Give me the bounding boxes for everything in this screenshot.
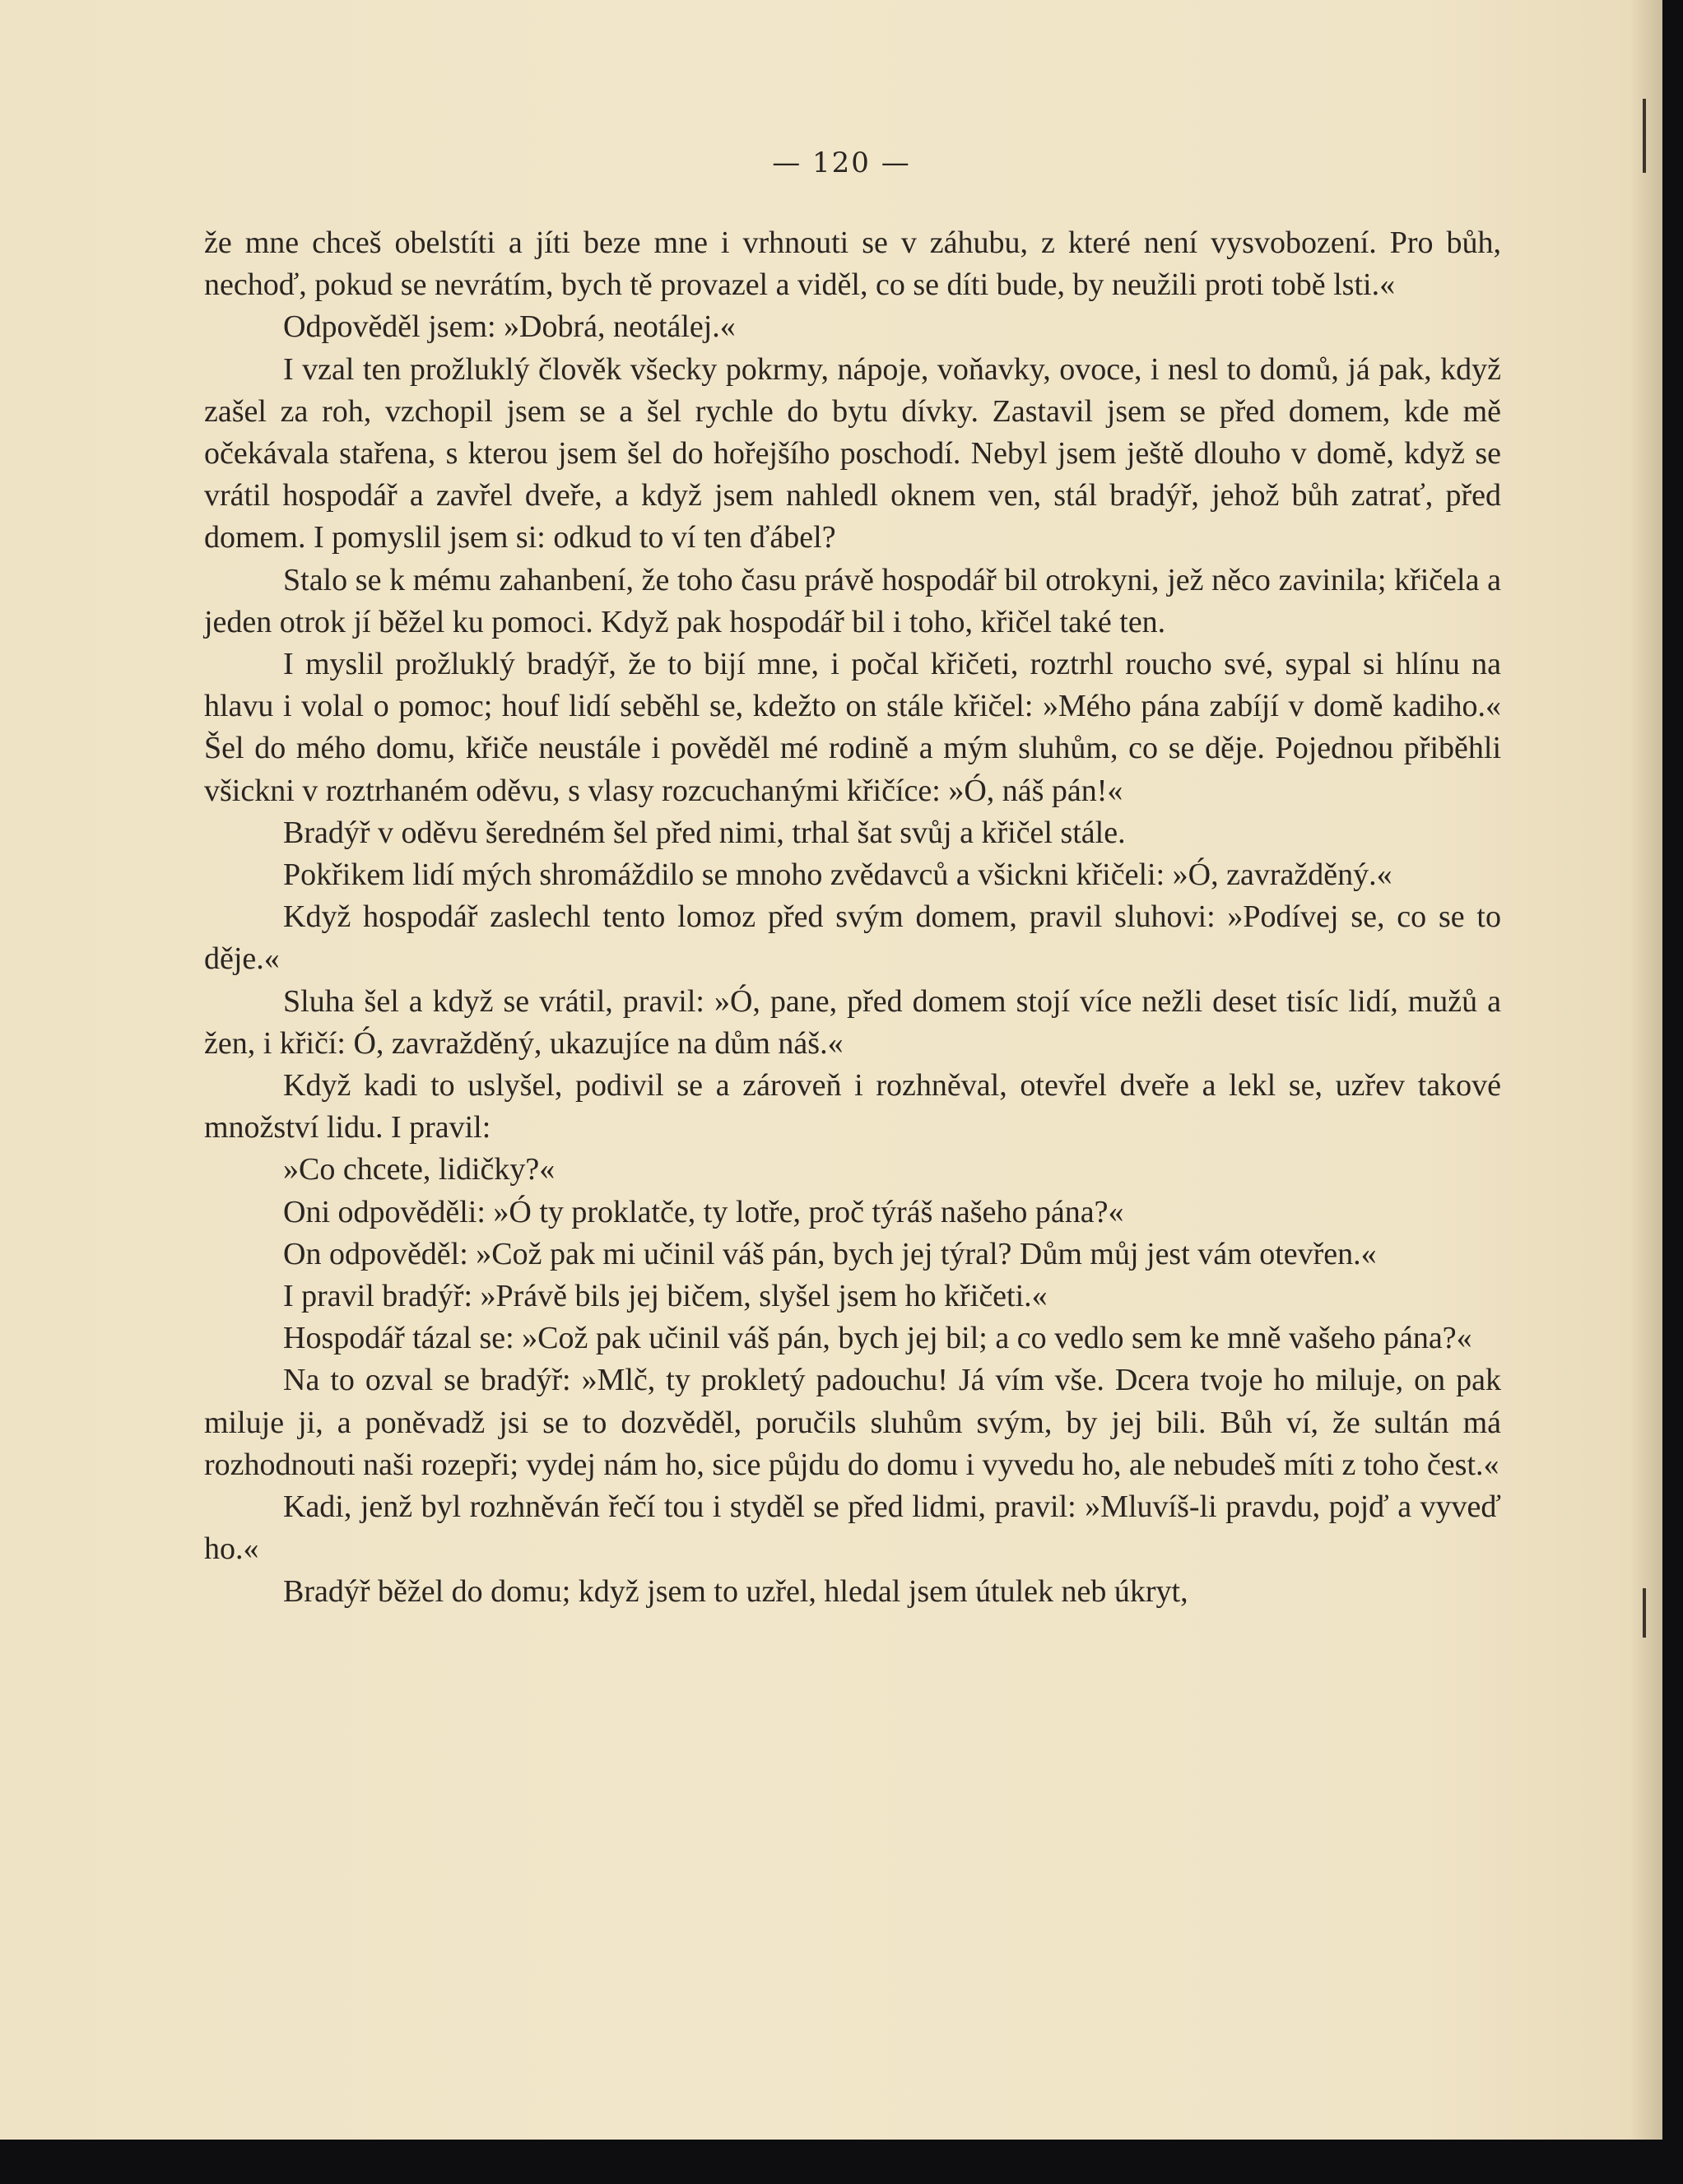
paragraph: Kadi, jenž byl rozhněván řečí tou i styděl se před lidmi, pravil: »Mluvíš-li pravdu, pojď a vyveď ho.«: [204, 1489, 1501, 1567]
paragraph: I vzal ten prožluklý člověk všecky pokrmy, nápoje, voňavky, ovoce, i nesl to domů, já pak, když zašel za roh, vzchopil jsem se a šel rychle do bytu dívky. Zastavil jsem se před domem, kde mě očekávala stařena, s kterou jsem šel do hořejšího poschodí. Nebyl jsem ještě dlouho v domě, když se vrátil hospodář a zavřel dveře, a když jsem nahledl oknem ven, stál bradýř, jehož bůh zatrať, před domem. I pomyslil jsem si: odkud to ví ten ďábel?: [204, 351, 1501, 555]
paragraph: Stalo se k mému zahanbení, že toho času právě hospodář bil otrokyni, jež něco zavinila; křičela a jeden otrok jí běžel ku pomoci. Když pak hospodář bil i toho, křičel také ten.: [204, 562, 1501, 639]
paragraph: Oni odpověděli: »Ó ty proklatče, ty lotře, proč týráš našeho pána?«: [283, 1194, 1124, 1229]
paragraph: Na to ozval se bradýř: »Mlč, ty prokletý padouchu! Já vím vše. Dcera tvoje ho miluje, on pak miluje ji, a poněvadž jsi se to dozvěděl, poručils sluhům svým, by jej bili. Bůh ví, že sultán má rozhodnouti naši rozepři; vydej nám ho, sice půjdu do domu i vyvedu ho, ale nebudeš míti z toho čest.«: [204, 1363, 1501, 1482]
paragraph: Když hospodář zaslechl tento lomoz před svým domem, pravil sluhovi: »Podívej se, co se to děje.«: [204, 899, 1501, 977]
binding-edge-mark: [1643, 99, 1646, 173]
paragraph: On odpověděl: »Což pak mi učinil váš pán, bych jej týral? Dům můj jest vám otevřen.«: [283, 1236, 1377, 1271]
paragraph: I pravil bradýř: »Právě bils jej bičem, slyšel jsem ho křičeti.«: [283, 1279, 1048, 1314]
binding-edge-mark: [1643, 1588, 1646, 1638]
paragraph: »Co chcete, lidičky?«: [283, 1152, 556, 1187]
paragraph: že mne chceš obelstíti a jíti beze mne i vrhnouti se v záhubu, z které není vysvobození. Pro bůh, nechoď, pokud se nevrátím, bych tě provazel a viděl, co se díti bude, by neužili proti tobě lsti.«: [204, 225, 1501, 303]
paragraph: Když kadi to uslyšel, podivil se a zároveň i rozhněval, otevřel dveře a lekl se, uzřev takové množství lidu. I pravil:: [204, 1068, 1501, 1145]
page-text: [204, 222, 1501, 1613]
paragraph: Bradýř v oděvu šeredném šel před nimi, trhal šat svůj a křičel stále.: [283, 815, 1126, 850]
paragraph: Pokřikem lidí mých shromáždilo se mnoho zvědavců a všickni křičeli: »Ó, zavražděný.«: [283, 857, 1392, 893]
paragraph: Odpověděl jsem: »Dobrá, neotálej.«: [283, 309, 736, 345]
page-number: — 120 —: [772, 146, 911, 179]
paragraph: I myslil prožluklý bradýř, že to bijí mne, i počal křičeti, roztrhl roucho své, sypal si hlínu na hlavu i volal o pomoc; houf lidí seběhl se, kdežto on stále křičel: »Mého pána zabíjí v domě kadiho.« Šel do mého domu, křiče neustále i pověděl mé rodině a mým sluhům, co se děje. Pojednou přiběhli všickni v roztrhaném oděvu, s vlasy rozcuchanými křičíce: »Ó, náš pán!«: [204, 647, 1501, 808]
paragraph: Hospodář tázal se: »Což pak učinil váš pán, bych jej bil; a co vedlo sem ke mně vašeho pána?«: [283, 1321, 1472, 1356]
paragraph: Sluha šel a když se vrátil, pravil: »Ó, pane, před domem stojí více nežli deset tisíc lidí, mužů a žen, i křičí: Ó, zavražděný, ukazujíce na dům náš.«: [204, 983, 1501, 1061]
paragraph: Bradýř běžel do domu; když jsem to uzřel, hledal jsem útulek neb úkryt,: [283, 1573, 1188, 1609]
